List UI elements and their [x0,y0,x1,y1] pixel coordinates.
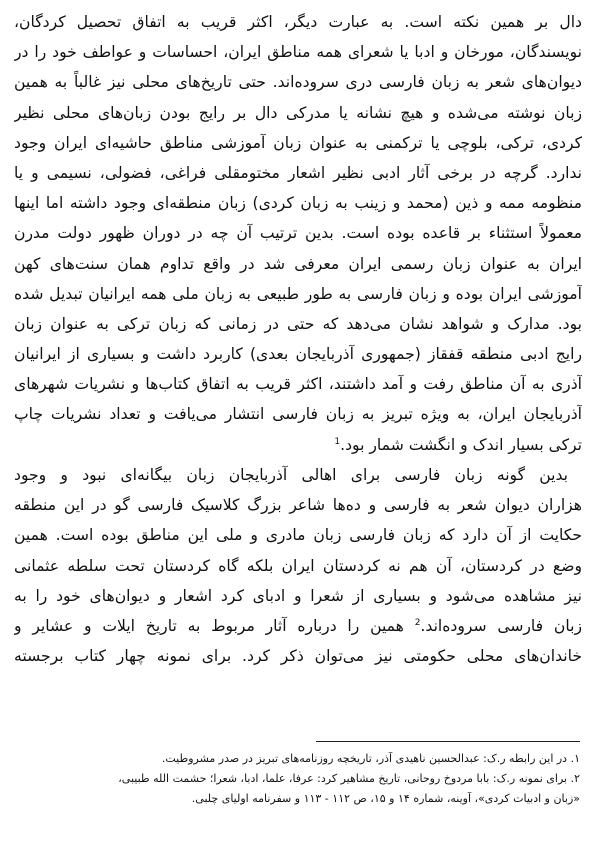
text-line: منظومه ممه و ذین (محمد و زینب به زبان کردی) زبان منطقه‌ای وجود داشته اما اینها [14,194,582,213]
footnote-reference-1[interactable]: 1 [334,436,341,447]
footnotes [24,749,580,809]
text-line: حکایت از آن دارد که زبان فارسی زبان مادری و ملی این مناطق بوده است. همین [14,526,582,545]
footnote-2: ۲. برای نمونه ر.ک: بابا مردوخ روحانی، تاریخ مشاهیر کرد: عرفا، علما، ادبا، شعرا؛ حشمت الله طبیبی، [118,772,580,785]
text-line: نیز مشاهده می‌شود و بسیاری از شعرا و ادبای کرد اشعار و دیوان‌های خود را به [14,586,582,605]
text-line: دیوان‌های شعر به زبان فارسی دری سروده‌اند. حتی تاریخ‌های محلی نیز غالباً به همین [14,73,582,92]
text-line [14,430,582,460]
text-line: زبان نوشته می‌شده و هیچ نشانه یا مدرکی دال بر رایج بودن زبان‌های محلی نظیر [14,103,582,122]
paragraph-1 [14,7,582,460]
footnote-reference-2[interactable]: 2 [414,617,421,628]
text-line: خاندان‌های محلی حکومتی نیز می‌توان ذکر کرد. برای نمونه چهار کتاب برجسته [14,647,582,666]
text-line: معمولاً استثناء بر قاعده بوده است. بدین ترتیب آن چه در دوران ظهور دولت مدرن [14,224,582,243]
text-line: هزاران دیوان شعر به فارسی و ده‌ها شاعر بزرگ کلاسیک فارسی گو در این منطقه [14,496,582,515]
text-line: رایج ادبی منطقه قفقاز (جمهوری آذربایجان بعدی) کاربرد داشت و بسیاری از ایرانیان [14,345,582,364]
text-line: بدین گونه زبان فارسی برای اهالی آذربایجان زبان بیگانه‌ای نبود و وجود [14,466,568,484]
paragraph-2 [14,460,582,671]
text-line: دال بر همین نکته است. به عبارت دیگر، اکثر قریب به اتفاق تحصیل کردگان، [14,13,582,31]
text-line: کردی، ترکی، بلوچی یا ترکمنی به عنوان زبان آموزشی مناطق حاشیه‌ای ایران وجود [14,133,582,152]
text-line [14,611,582,641]
footnote-2-continued: «زبان و ادبیات کردی»، آوینه، شماره ۱۴ و ۱۵، ص ۱۱۲ - ۱۱۳ و سفرنامه اولیای چلبی. [191,792,580,805]
text-line: آذربایجان ایران، به ویژه تبریز به زبان فارسی انتشار می‌یافت و تعداد نشریات چاپ [14,405,582,424]
text-line: نویسندگان، مورخان و ادبا یا شعرای همه مناطق ایران، احساسات و عواطف خود را در [14,43,582,62]
text-line: ایران به عنوان زبان رسمی ایران معرفی شد در واقع تداوم همان سنت‌های کهن [14,254,582,273]
text-line-content: ترکی بسیار اندک و انگشت شمار بود. [340,435,582,454]
footnote-1: ۱. در این رابطه ر.ک: عبدالحسین ناهیدی آذر، تاریخچه روزنامه‌های تبریز در صدر مشروطیت. [161,752,580,765]
text-line: آموزشی ایران بوده و زبان فارسی به طور طبیعی به زبان ملی همه ایرانیان تبدیل شده [14,284,582,303]
text-line: آذری به آن مناطق رفت و آمد داشتند، اکثر قریب به اتفاق کتاب‌ها و نشریات شهرهای [14,375,582,394]
text-line-content: زبان فارسی سروده‌اند. [420,616,582,635]
text-line: وضع در کردستان، آن هم نه کردستان ایران بلکه گاه کردستان تحت سلطه عثمانی [14,556,582,575]
text-line: ندارد. گرچه در برخی آثار ادبی نظیر اشعار مختومقلی فراغی، فضولی، نسیمی و یا [14,163,582,182]
text-line-content: همین را درباره آثار مربوط به تاریخ ایلات و عشایر و [14,616,415,635]
text-line: بود. مدارک و شواهد نشان می‌دهد که حتی در زمانی که زبان ترکی به عنوان زبان [14,314,582,333]
footnote-divider [316,741,580,742]
